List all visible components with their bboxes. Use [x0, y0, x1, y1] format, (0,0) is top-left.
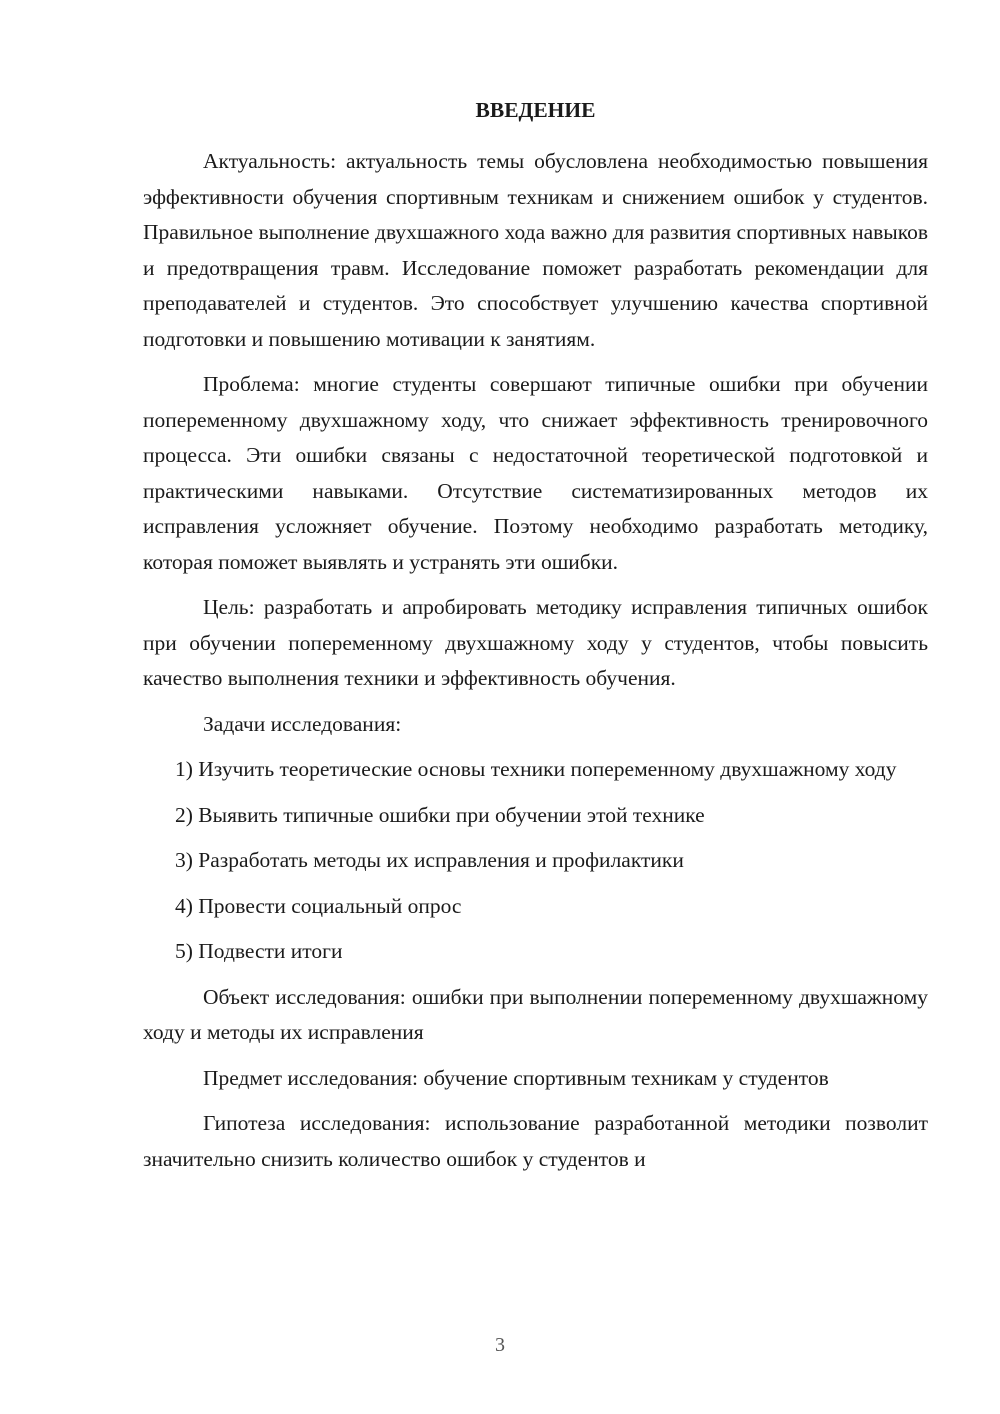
paragraph-object: Объект исследования: ошибки при выполнении попеременному двухшажному ходу и методы их исправления [143, 984, 928, 1044]
paragraph-goal: Цель: разработать и апробировать методику исправления типичных ошибок при обучении попеременному двухшажному ходу у студентов, чтобы повысить качество выполнения техники и эффективность обучения. [143, 595, 928, 690]
tasks-title: Задачи исследования: [203, 711, 402, 736]
task-item-1: 1) Изучить теоретические основы техники попеременному двухшажному ходу [175, 757, 897, 781]
task-item-5: 5) Подвести итоги [175, 939, 343, 963]
task-item-3: 3) Разработать методы их исправления и профилактики [175, 848, 684, 872]
task-item-4: 4) Провести социальный опрос [175, 893, 462, 918]
paragraph-subject: Предмет исследования: обучение спортивным техникам у студентов [203, 1065, 829, 1090]
page-number: 3 [495, 1334, 505, 1356]
paragraph-hypothesis: Гипотеза исследования: использование разработанной методики позволит значительно снизить количество ошибок у студентов и [143, 1111, 928, 1171]
paragraph-relevance: Актуальность: актуальность темы обусловлена необходимостью повышения эффективности обучения спортивным техникам и снижением ошибок у студентов. Правильное выполнение двухшажного хода важно для развития спортивных навыков и предотвращения травм. Исследование поможет разработать рекомендации для преподавателей и студентов. Это способствует улучшению качества спортивной подготовки и повышению мотивации к занятиям. [143, 149, 928, 351]
paragraph-problem: Проблема: многие студенты совершают типичные ошибки при обучении попеременному двухшажному ходу, что снижает эффективность тренировочного процесса. Эти ошибки связаны с недостаточной теоретической подготовкой и практическими навыками. Отсутствие систематизированных методов их исправления усложняет обучение. Поэтому необходимо разработать методику, которая поможет выявлять и устранять эти ошибки. [143, 372, 928, 574]
task-item-2: 2) Выявить типичные ошибки при обучении этой технике [175, 802, 705, 827]
section-heading: ВВЕДЕНИЕ [475, 98, 596, 122]
page-content [143, 96, 928, 1187]
